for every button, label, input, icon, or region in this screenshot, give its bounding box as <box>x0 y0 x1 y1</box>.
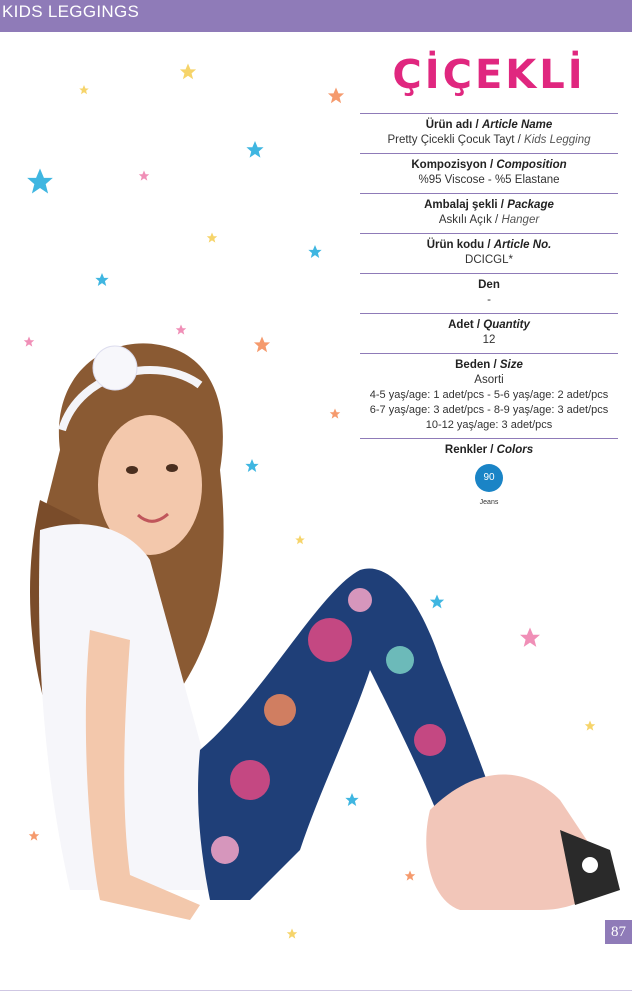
spec-row-den <box>360 273 618 313</box>
quantity-value: 12 <box>482 334 496 346</box>
star-icon <box>207 233 217 243</box>
brand-title: ÇİÇEKLİ <box>392 52 586 98</box>
spec-row-package <box>360 193 618 233</box>
quantity-label: Adet / <box>448 319 484 331</box>
colors-label: Renkler / <box>444 444 497 456</box>
package-value: Askılı Açık / <box>438 214 502 226</box>
den-label: Den <box>478 279 500 291</box>
spec-row-article-name <box>360 113 618 153</box>
article-no-label-en: Article No. <box>493 239 552 251</box>
spec-row-article-no <box>360 233 618 273</box>
den-value: - <box>487 294 491 306</box>
star-icon <box>27 169 53 194</box>
size-breakdown-line: 6-7 yaş/age: 3 adet/pcs - 8-9 yaş/age: 3 adet/pcs <box>369 404 609 416</box>
size-label-en: Size <box>499 359 523 371</box>
bottom-divider <box>0 990 632 991</box>
star-icon <box>328 88 344 104</box>
quantity-label-en: Quantity <box>483 319 530 331</box>
package-value-en: Hanger <box>501 214 540 226</box>
product-photo <box>0 330 632 970</box>
size-breakdown-line: 4-5 yaş/age: 1 adet/pcs - 5-6 yaş/age: 2 adet/pcs <box>369 389 609 401</box>
article-no-label: Ürün kodu / <box>426 239 494 251</box>
package-label: Ambalaj şekli / <box>424 199 508 211</box>
article-name-label: Ürün adı / <box>425 119 482 131</box>
size-label: Beden / <box>455 359 500 371</box>
composition-label: Kompozisyon / <box>411 159 497 171</box>
spec-row-composition <box>360 153 618 193</box>
star-icon <box>180 64 196 80</box>
size-value: Asorti <box>474 374 504 386</box>
header-title: KIDS LEGGINGS <box>2 2 140 21</box>
article-no-value: DCICGL* <box>465 254 513 266</box>
composition-value: %95 Viscose - %5 Elastane <box>418 174 560 186</box>
star-icon <box>246 141 263 158</box>
color-swatch-name: Jeans <box>479 499 499 506</box>
page-number: 87 <box>605 920 632 944</box>
composition-label-en: Composition <box>496 159 567 171</box>
package-label-en: Package <box>507 199 554 211</box>
colors-label-en: Colors <box>496 444 534 456</box>
star-icon <box>79 85 89 94</box>
star-icon <box>139 171 149 181</box>
article-name-value-en: Kids Legging <box>524 134 591 146</box>
star-icon <box>308 245 321 258</box>
color-swatch: 90 <box>475 464 503 492</box>
article-name-value: Pretty Çicekli Çocuk Tayt / <box>387 134 525 146</box>
size-breakdown-line: 10-12 yaş/age: 3 adet/pcs <box>425 419 553 431</box>
article-name-label-en: Article Name <box>481 119 553 131</box>
star-icon <box>95 273 108 286</box>
